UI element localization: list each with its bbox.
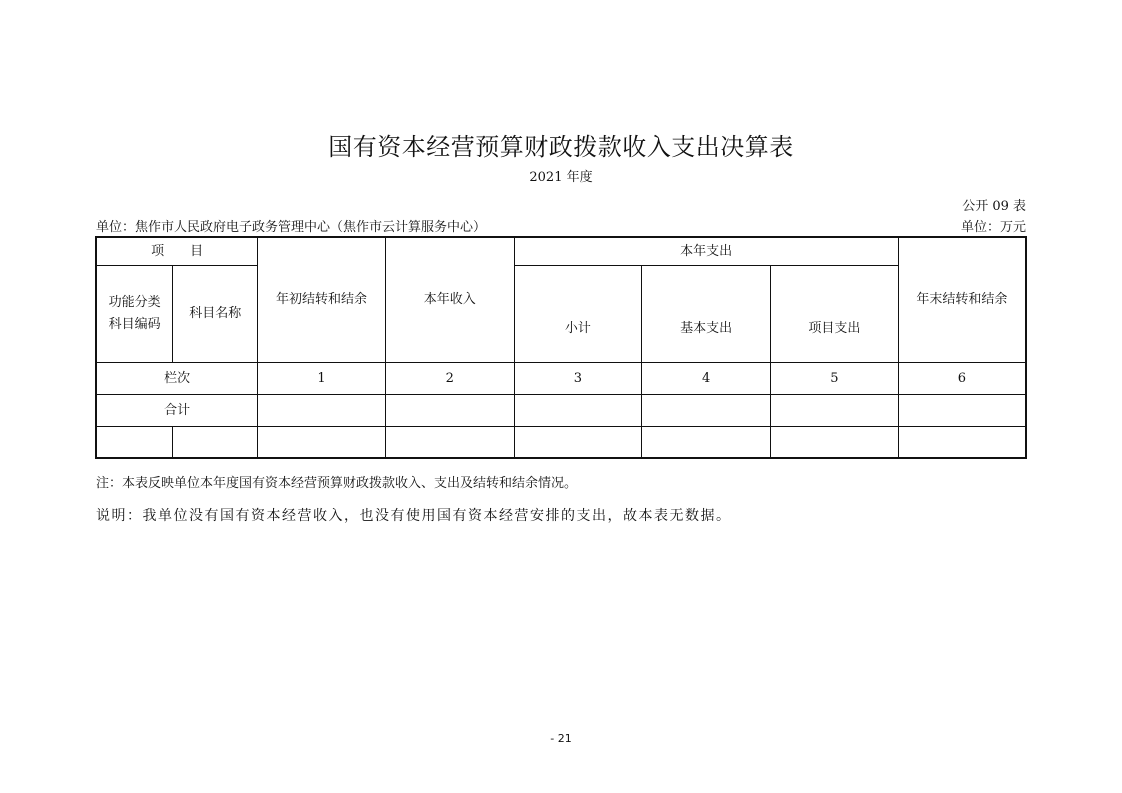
currency-unit: 单位：万元: [960, 220, 1026, 235]
empty-cell: [96, 426, 173, 458]
total-cell: [642, 394, 771, 426]
total-cell: [385, 394, 514, 426]
row-index-label: 栏次: [96, 362, 258, 394]
empty-cell: [898, 426, 1026, 458]
empty-cell: [385, 426, 514, 458]
total-cell: [258, 394, 386, 426]
fiscal-year: 2021 年度: [529, 170, 593, 185]
header-expense: 本年支出: [514, 237, 898, 265]
reporting-unit: 单位：焦作市人民政府电子政务管理中心（焦作市云计算服务中心）: [96, 220, 487, 235]
budget-table: [95, 236, 1027, 459]
header-func-code: 功能分类 科目编码: [96, 265, 173, 362]
explanation: 说明：我单位没有国有资本经营收入，也没有使用国有资本经营安排的支出，故本表无数据。: [96, 508, 732, 524]
header-subtotal: 小计: [514, 265, 642, 362]
header-item: 项 目: [96, 237, 258, 265]
col-number-2: 2: [385, 362, 514, 394]
empty-cell: [642, 426, 771, 458]
page-number: - 21: [550, 732, 572, 745]
header-basic: 基本支出: [642, 265, 771, 362]
total-cell: [770, 394, 898, 426]
total-label: 合计: [96, 394, 258, 426]
table-note: 注：本表反映单位本年度国有资本经营预算财政拨款收入、支出及结转和结余情况。: [96, 476, 578, 491]
empty-cell: [258, 426, 386, 458]
page-title: 国有资本经营预算财政拨款收入支出决算表: [328, 133, 794, 161]
form-number: 公开 09 表: [962, 199, 1026, 214]
total-cell: [898, 394, 1026, 426]
empty-cell: [770, 426, 898, 458]
header-subject-name: 科目名称: [173, 265, 258, 362]
header-end-balance: 年末结转和结余: [898, 237, 1026, 362]
col-number-1: 1: [258, 362, 386, 394]
header-project: 项目支出: [770, 265, 898, 362]
col-number-3: 3: [514, 362, 642, 394]
col-number-4: 4: [642, 362, 771, 394]
header-income: 本年收入: [385, 237, 514, 362]
empty-cell: [514, 426, 642, 458]
total-cell: [514, 394, 642, 426]
col-number-6: 6: [898, 362, 1026, 394]
col-number-5: 5: [770, 362, 898, 394]
header-begin-balance: 年初结转和结余: [258, 237, 386, 362]
empty-cell: [173, 426, 258, 458]
